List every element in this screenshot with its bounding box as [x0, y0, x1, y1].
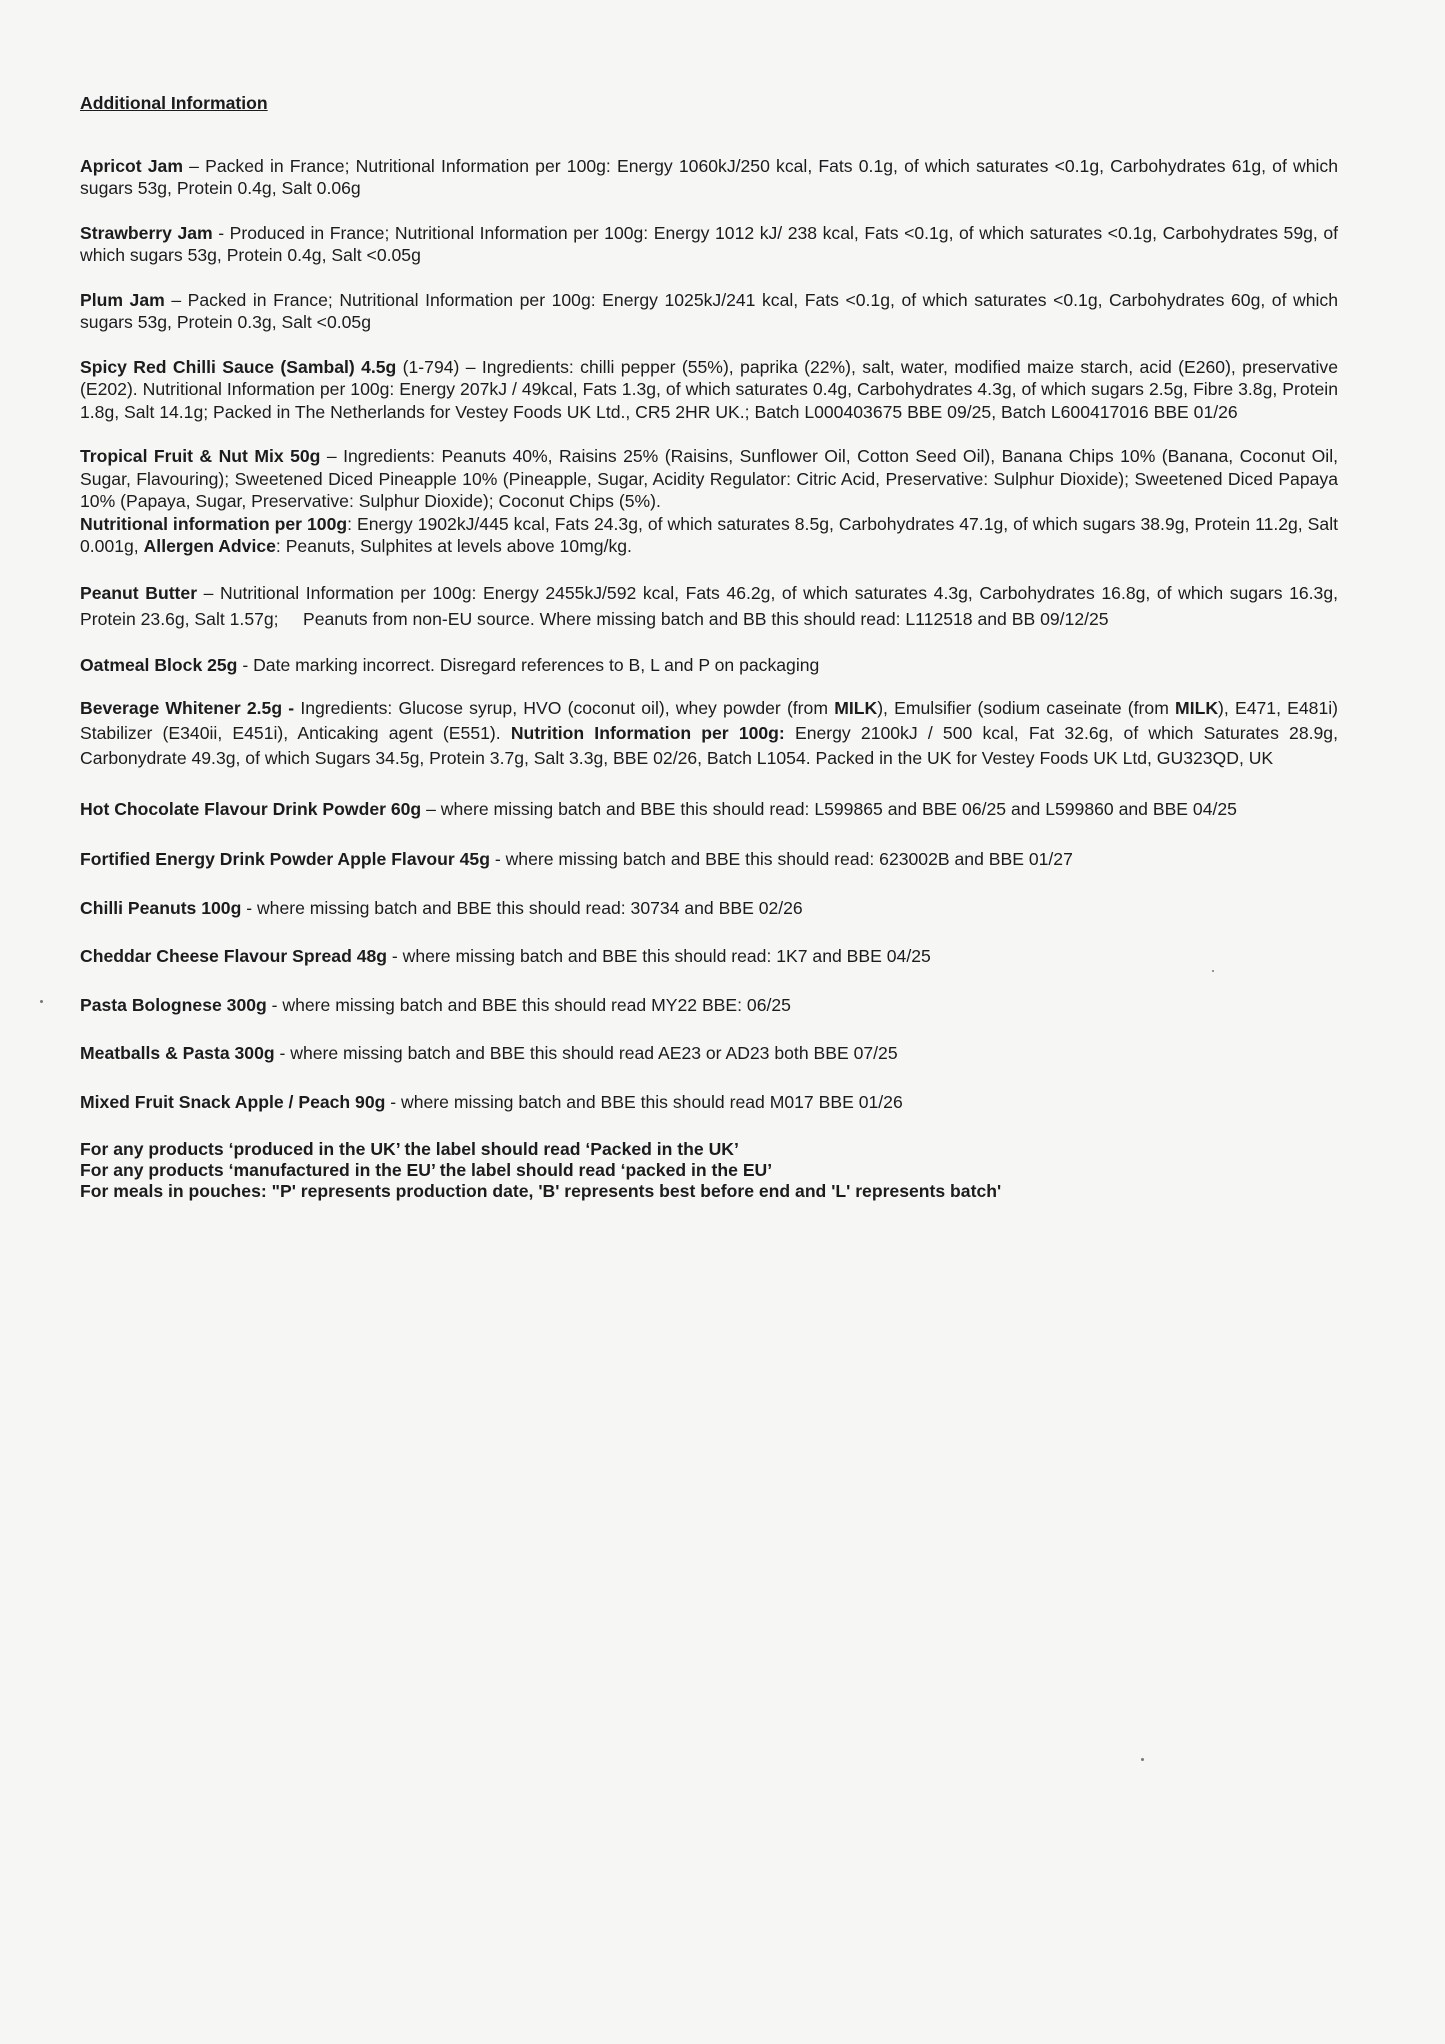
entry-text: - where missing batch and BBE this should read AE23 or AD23 both BBE 07/25	[274, 1043, 898, 1063]
nutrition-text: Energy 2100kJ / 500 kcal, Fat 32.6g, of which Saturates 28.9g, Carbonydrate 49.3g, of which Sugars 34.5g, Protein 3.7g, Salt 3.3g, BBE 02/26, Batch L1054. Packed in the UK for Vestey Foods UK Ltd, GU323QD, UK	[80, 723, 1338, 768]
entry-text: ), Emulsifier (sodium caseinate (from	[877, 698, 1176, 718]
note-meals-in-pouches: For meals in pouches: "P' represents production date, 'B' represents best before end and 'L' represents batch'	[80, 1181, 1002, 1201]
entry-title: Plum Jam	[80, 289, 165, 310]
entry-text: – Ingredients: Peanuts 40%, Raisins 25% (Raisins, Sunflower Oil, Cotton Seed Oil), Banana Chips 10% (Banana, Coconut Oil, Sugar, Flavouring); Sweetened Diced Pineapple 10% (Pineapple, Sugar, Acidity Regulator: Citric Acid, Preservative: Sulphur Dioxide); Sweetened Diced Papaya 10% (Papaya, Sugar, Preservative: Sulphur Dioxide); Coconut Chips (5%).	[80, 446, 1338, 511]
entry-title: Hot Chocolate Flavour Drink Powder 60g	[80, 799, 422, 819]
entry-fortified-energy-drink	[80, 848, 1338, 871]
entry-text: - where missing batch and BBE this should read: 30734 and BBE 02/26	[241, 897, 803, 918]
entry-title: Oatmeal Block 25g	[80, 654, 238, 675]
nutrition-title: Nutritional information per 100g	[80, 513, 348, 534]
allergen-title: Allergen Advice	[143, 536, 276, 556]
scan-speck	[1141, 1758, 1144, 1761]
entry-apricot-jam	[80, 155, 1338, 200]
entry-text: – where missing batch and BBE this should read: L599865 and BBE 06/25 and L599860 and BBE 04/25	[421, 799, 1237, 819]
entry-title: Chilli Peanuts 100g	[80, 897, 242, 918]
entry-tropical-fruit-nut-mix	[80, 445, 1338, 558]
entry-text: - where missing batch and BBE this should read M017 BBE 01/26	[385, 1091, 903, 1112]
entry-title: Apricot Jam	[80, 155, 183, 176]
entry-text: - where missing batch and BBE this should read: 1K7 and BBE 04/25	[387, 946, 931, 966]
entry-text: ), E471, E481i) Stabilizer (E340ii, E451i), Anticaking agent (E551).	[80, 698, 1339, 743]
nutrition-text: : Energy 1902kJ/445 kcal, Fats 24.3g, of which saturates 8.5g, Carbohydrates 47.1g, of which sugars 38.9g, Protein 11.2g, Salt 0.001g,	[80, 513, 1338, 556]
entry-title: Tropical Fruit & Nut Mix 50g	[80, 446, 321, 466]
entry-title: Pasta Bolognese 300g	[80, 994, 267, 1015]
entry-text: – Packed in France; Nutritional Information per 100g: Energy 1025kJ/241 kcal, Fats <0.1g, of which saturates <0.1g, Carbohydrates 60g, of which sugars 53g, Protein 0.3g, Salt <0.05g	[80, 289, 1338, 332]
entry-cheddar-cheese-spread	[80, 945, 1338, 968]
allergen-text: : Peanuts, Sulphites at levels above 10mg/kg.	[275, 536, 632, 556]
entry-text: - Date marking incorrect. Disregard references to B, L and P on packaging	[237, 654, 820, 675]
entry-text: Ingredients: Glucose syrup, HVO (coconut oil), whey powder (from	[294, 698, 835, 718]
entry-oatmeal-block	[80, 654, 1338, 677]
entry-text: - where missing batch and BBE this should read: 623002B and BBE 01/27	[489, 849, 1073, 869]
page-heading: Additional Information	[80, 93, 268, 113]
entry-meatballs-pasta	[80, 1042, 1338, 1065]
allergen-milk: MILK	[1175, 698, 1219, 718]
entry-title: Strawberry Jam	[80, 222, 213, 243]
entry-strawberry-jam	[80, 222, 1338, 267]
entry-chilli-peanuts	[80, 897, 1338, 920]
entry-title: Beverage Whitener 2.5g -	[80, 698, 295, 718]
note-manufactured-in-eu: For any products ‘manufactured in the EU’ the label should read ‘packed in the EU’	[80, 1160, 773, 1180]
scan-speck	[40, 1000, 43, 1003]
entry-title: Cheddar Cheese Flavour Spread 48g	[80, 946, 388, 966]
entry-mixed-fruit-snack	[80, 1091, 1338, 1114]
nutrition-title: Nutrition Information per 100g:	[510, 723, 785, 743]
entry-pasta-bolognese	[80, 994, 1338, 1017]
entry-text: - where missing batch and BBE this should read MY22 BBE: 06/25	[266, 994, 791, 1015]
entry-text: – Packed in France; Nutritional Information per 100g: Energy 1060kJ/250 kcal, Fats 0.1g, of which saturates <0.1g, Carbohydrates 61g, of which sugars 53g, Protein 0.4g, Salt 0.06g	[80, 155, 1338, 198]
entry-title: Fortified Energy Drink Powder Apple Flavour 45g	[80, 849, 490, 869]
entry-title: Spicy Red Chilli Sauce (Sambal) 4.5g	[80, 356, 397, 377]
entry-hot-chocolate-powder	[80, 797, 1338, 822]
entry-peanut-butter	[80, 580, 1343, 632]
entry-plum-jam	[80, 289, 1338, 334]
document-body	[80, 92, 1343, 1202]
entry-text: – Nutritional Information per 100g: Energy 2455kJ/592 kcal, Fats 46.2g, of which saturates 4.3g, Carbohydrates 16.8g, of which sugars 16.3g, Protein 23.6g, Salt 1.57g; Peanuts from non-EU source. Where missing batch and BB this should read: L112518 and BB 09/12/25	[80, 582, 1343, 629]
entry-title: Mixed Fruit Snack Apple / Peach 90g	[80, 1091, 386, 1112]
scan-speck	[1212, 970, 1214, 972]
note-produced-in-uk: For any products ‘produced in the UK’ the label should read ‘Packed in the UK’	[80, 1139, 739, 1159]
entry-spicy-red-chilli-sauce	[80, 356, 1338, 424]
entry-title: Meatballs & Pasta 300g	[80, 1043, 275, 1063]
entry-text: - Produced in France; Nutritional Information per 100g: Energy 1012 kJ/ 238 kcal, Fats <0.1g, of which saturates <0.1g, Carbohydrates 59g, of which sugars 53g, Protein 0.4g, Salt <0.05g	[80, 222, 1339, 265]
entry-text: (1-794) – Ingredients: chilli pepper (55%), paprika (22%), salt, water, modified maize starch, acid (E260), preservative (E202). Nutritional Information per 100g: Energy 207kJ / 49kcal, Fats 1.3g, of which saturates 0.4g, Carbohydrates 4.3g, of which sugars 2.5g, Fibre 3.8g, Protein 1.8g, Salt 14.1g; Packed in The Netherlands for Vestey Foods UK Ltd., CR5 2HR UK.; Batch L000403675 BBE 09/25, Batch L600417016 BBE 01/26	[80, 356, 1339, 422]
entry-beverage-whitener	[80, 696, 1338, 771]
entry-title: Peanut Butter	[80, 582, 198, 603]
allergen-milk: MILK	[834, 698, 878, 718]
